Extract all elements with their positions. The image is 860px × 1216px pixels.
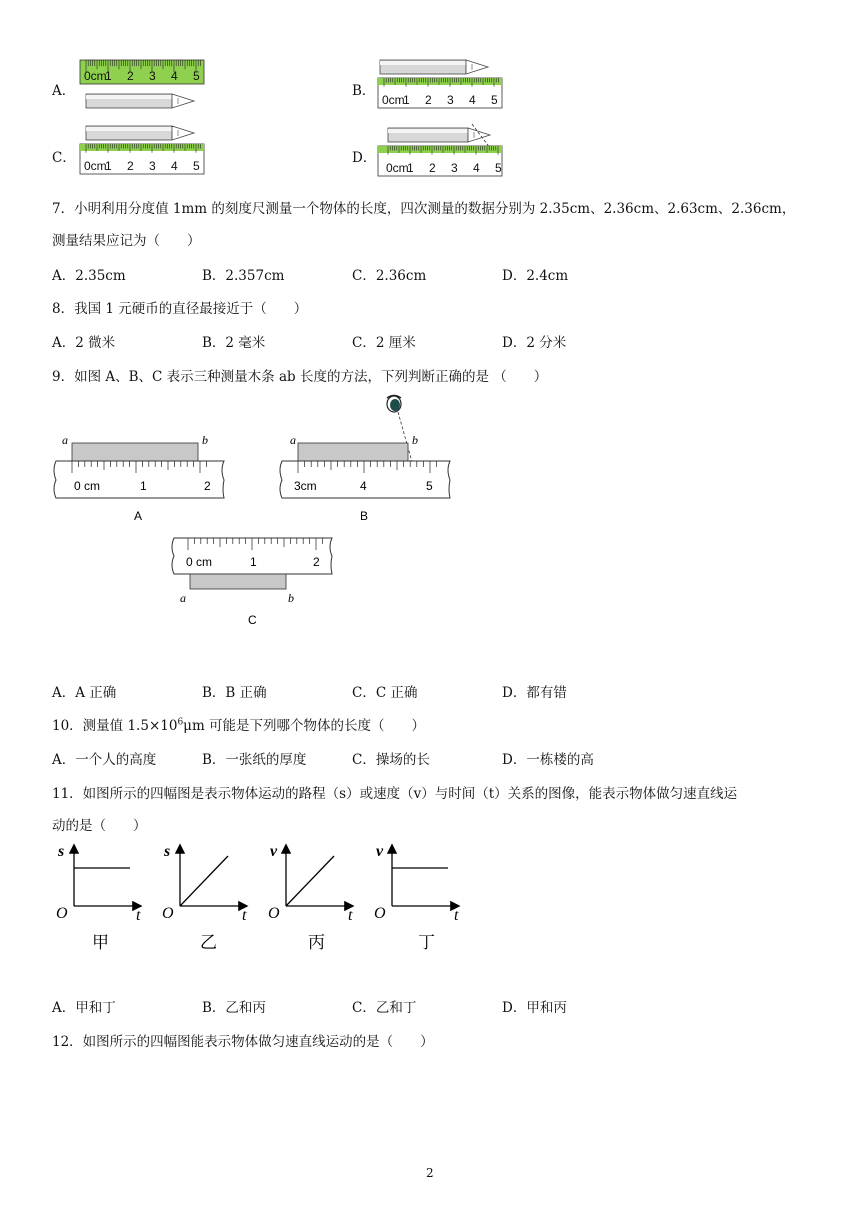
ruler-tick-label: 4 <box>171 69 178 83</box>
x-axis-var: t <box>136 907 141 924</box>
green-ruler <box>378 146 502 176</box>
end-a-label: a <box>290 433 296 447</box>
q6-figure-b <box>376 58 506 114</box>
graph-yi <box>162 843 247 953</box>
ruler-tick-label: 5 <box>193 159 200 173</box>
q9-option-b[interactable]: B．B 正确 <box>202 685 267 701</box>
tick-label-1: 4 <box>360 479 367 493</box>
ruler-tick-label: 5 <box>193 69 200 83</box>
eye-icon <box>387 396 401 413</box>
ruler-tick-label: 2 <box>127 69 134 83</box>
ruler-tick-label: 1 <box>407 161 414 175</box>
q9-option-a[interactable]: A．A 正确 <box>52 685 117 701</box>
graph-caption: 丁 <box>418 933 435 953</box>
page-number: 2 <box>426 1166 434 1180</box>
q10-stem-exponent: 6 <box>177 717 184 728</box>
end-b-label: b <box>202 433 208 447</box>
ruler-tick-label: 0cm <box>84 159 107 173</box>
tick-label-2: 2 <box>204 479 211 493</box>
q11-option-c[interactable]: C．乙和丁 <box>352 1000 417 1016</box>
origin-label: O <box>374 905 386 922</box>
ruler-tick-label: 4 <box>473 161 480 175</box>
q9-figure-a <box>48 428 232 528</box>
q6-option-d-letter: D． <box>352 150 377 166</box>
y-axis-var: v <box>376 843 384 860</box>
q11-stem-line2: 动的是（ ） <box>52 818 147 834</box>
ruler-tick-label: 4 <box>469 93 476 107</box>
graph-caption: 丙 <box>308 933 325 953</box>
pencil <box>380 60 488 74</box>
pencil <box>86 94 194 108</box>
q7-stem-line2: 测量结果应记为（ ） <box>52 233 201 249</box>
q11-graphs <box>52 838 482 958</box>
q7-stem-line1: 7．小明利用分度值 1mm 的刻度尺测量一个物体的长度，四次测量的数据分别为 2.35cm、2.36cm、2.63cm、2.36cm， <box>52 201 796 217</box>
graph-jia <box>56 843 141 953</box>
ruler-tick-label: 3 <box>451 161 458 175</box>
x-axis-var: t <box>454 907 459 924</box>
graph-ding <box>374 843 459 953</box>
green-ruler <box>80 60 204 84</box>
ruler-tick-label: 0cm <box>386 161 409 175</box>
q11-option-a[interactable]: A．甲和丁 <box>52 1000 116 1016</box>
q9-figure-c <box>166 534 342 634</box>
green-ruler <box>378 78 502 108</box>
end-a-label: a <box>180 591 186 605</box>
tick-label-1: 1 <box>250 555 257 569</box>
wood-strip <box>298 443 408 461</box>
figure-caption: A <box>134 509 143 523</box>
q7-option-a[interactable]: A．2.35cm <box>52 268 126 284</box>
figure-caption: C <box>248 613 257 627</box>
q6-option-b-letter: B． <box>352 83 376 99</box>
tick-label-2: 2 <box>313 555 320 569</box>
ruler-tick-label: 3 <box>149 69 156 83</box>
origin-label: O <box>56 905 68 922</box>
end-a-label: a <box>62 433 68 447</box>
graph-bing <box>268 843 353 953</box>
q12-stem: 12．如图所示的四幅图能表示物体做匀速直线运动的是（ ） <box>52 1034 434 1050</box>
origin-label: O <box>162 905 174 922</box>
tick-label-0: 3cm <box>294 479 317 493</box>
x-axis-var: t <box>242 907 247 924</box>
pencil <box>86 126 194 140</box>
ruler-tick-label: 0cm <box>382 93 405 107</box>
q8-option-b[interactable]: B．2 毫米 <box>202 335 266 351</box>
q10-stem <box>52 714 425 734</box>
y-axis-var: s <box>164 843 171 860</box>
y-axis-var: s <box>58 843 65 860</box>
green-ruler <box>80 144 204 174</box>
q9-option-d[interactable]: D．都有错 <box>502 685 567 701</box>
ruler-tick-label: 1 <box>403 93 410 107</box>
wood-strip <box>72 443 198 461</box>
origin-label: O <box>268 905 280 922</box>
q11-option-d[interactable]: D．甲和丙 <box>502 1000 567 1016</box>
tick-label-2: 5 <box>426 479 433 493</box>
ruler-tick-label: 5 <box>491 93 498 107</box>
q8-stem: 8．我国 1 元硬币的直径最接近于（ ） <box>52 301 308 317</box>
q7-option-c[interactable]: C．2.36cm <box>352 268 427 284</box>
tick-label-0: 0 cm <box>74 479 101 493</box>
q8-option-c[interactable]: C．2 厘米 <box>352 335 416 351</box>
ruler-tick-label: 2 <box>429 161 436 175</box>
q7-option-d[interactable]: D．2.4cm <box>502 268 569 284</box>
ruler-tick-label: 1 <box>105 69 112 83</box>
ruler-tick-label: 2 <box>127 159 134 173</box>
ruler-tick-label: 4 <box>171 159 178 173</box>
q7-option-b[interactable]: B．2.357cm <box>202 268 285 284</box>
y-axis-var: v <box>270 843 278 860</box>
tick-label-1: 1 <box>140 479 147 493</box>
q10-option-d[interactable]: D．一栋楼的高 <box>502 752 594 768</box>
ruler-tick-label: 1 <box>105 159 112 173</box>
q9-figure-b <box>274 392 460 528</box>
q10-stem-post: μm 可能是下列哪个物体的长度（ ） <box>183 718 426 734</box>
ruler-tick-label: 0cm <box>84 69 107 83</box>
q10-stem-pre: 10．测量值 1.5×10 <box>52 718 178 734</box>
q9-option-c[interactable]: C．C 正确 <box>352 685 418 701</box>
q6-option-a-letter: A． <box>52 83 76 99</box>
ruler-tick-label: 2 <box>425 93 432 107</box>
q10-option-b[interactable]: B．一张纸的厚度 <box>202 752 307 768</box>
q8-option-a[interactable]: A．2 微米 <box>52 335 116 351</box>
graph-caption: 甲 <box>92 933 109 953</box>
q10-option-c[interactable]: C．操场的长 <box>352 752 430 768</box>
q10-option-a[interactable]: A．一个人的高度 <box>52 752 157 768</box>
q6-figure-d <box>376 124 506 180</box>
pencil <box>388 128 490 142</box>
end-b-label: b <box>288 591 294 605</box>
q11-stem-line1: 11．如图所示的四幅图是表示物体运动的路程（s）或速度（v）与时间（t）关系的图像，能表示物体做匀速直线运 <box>52 786 738 802</box>
q6-figure-c <box>78 124 208 180</box>
ruler-tick-label: 3 <box>149 159 156 173</box>
q11-option-b[interactable]: B．乙和丙 <box>202 1000 266 1016</box>
q6-figure-a <box>78 58 208 114</box>
ruler-tick-label: 5 <box>495 161 502 175</box>
x-axis-var: t <box>348 907 353 924</box>
q9-stem: 9．如图 A、B、C 表示三种测量木条 ab 长度的方法，下列判断正确的是 （ ） <box>52 369 548 385</box>
wood-strip <box>190 574 286 589</box>
q8-option-d[interactable]: D．2 分米 <box>502 335 567 351</box>
tick-label-0: 0 cm <box>186 555 213 569</box>
ruler-tick-label: 3 <box>447 93 454 107</box>
q6-option-c-letter: C． <box>52 150 76 166</box>
end-b-label: b <box>412 433 418 447</box>
graph-caption: 乙 <box>200 933 217 953</box>
figure-caption: B <box>360 509 369 523</box>
